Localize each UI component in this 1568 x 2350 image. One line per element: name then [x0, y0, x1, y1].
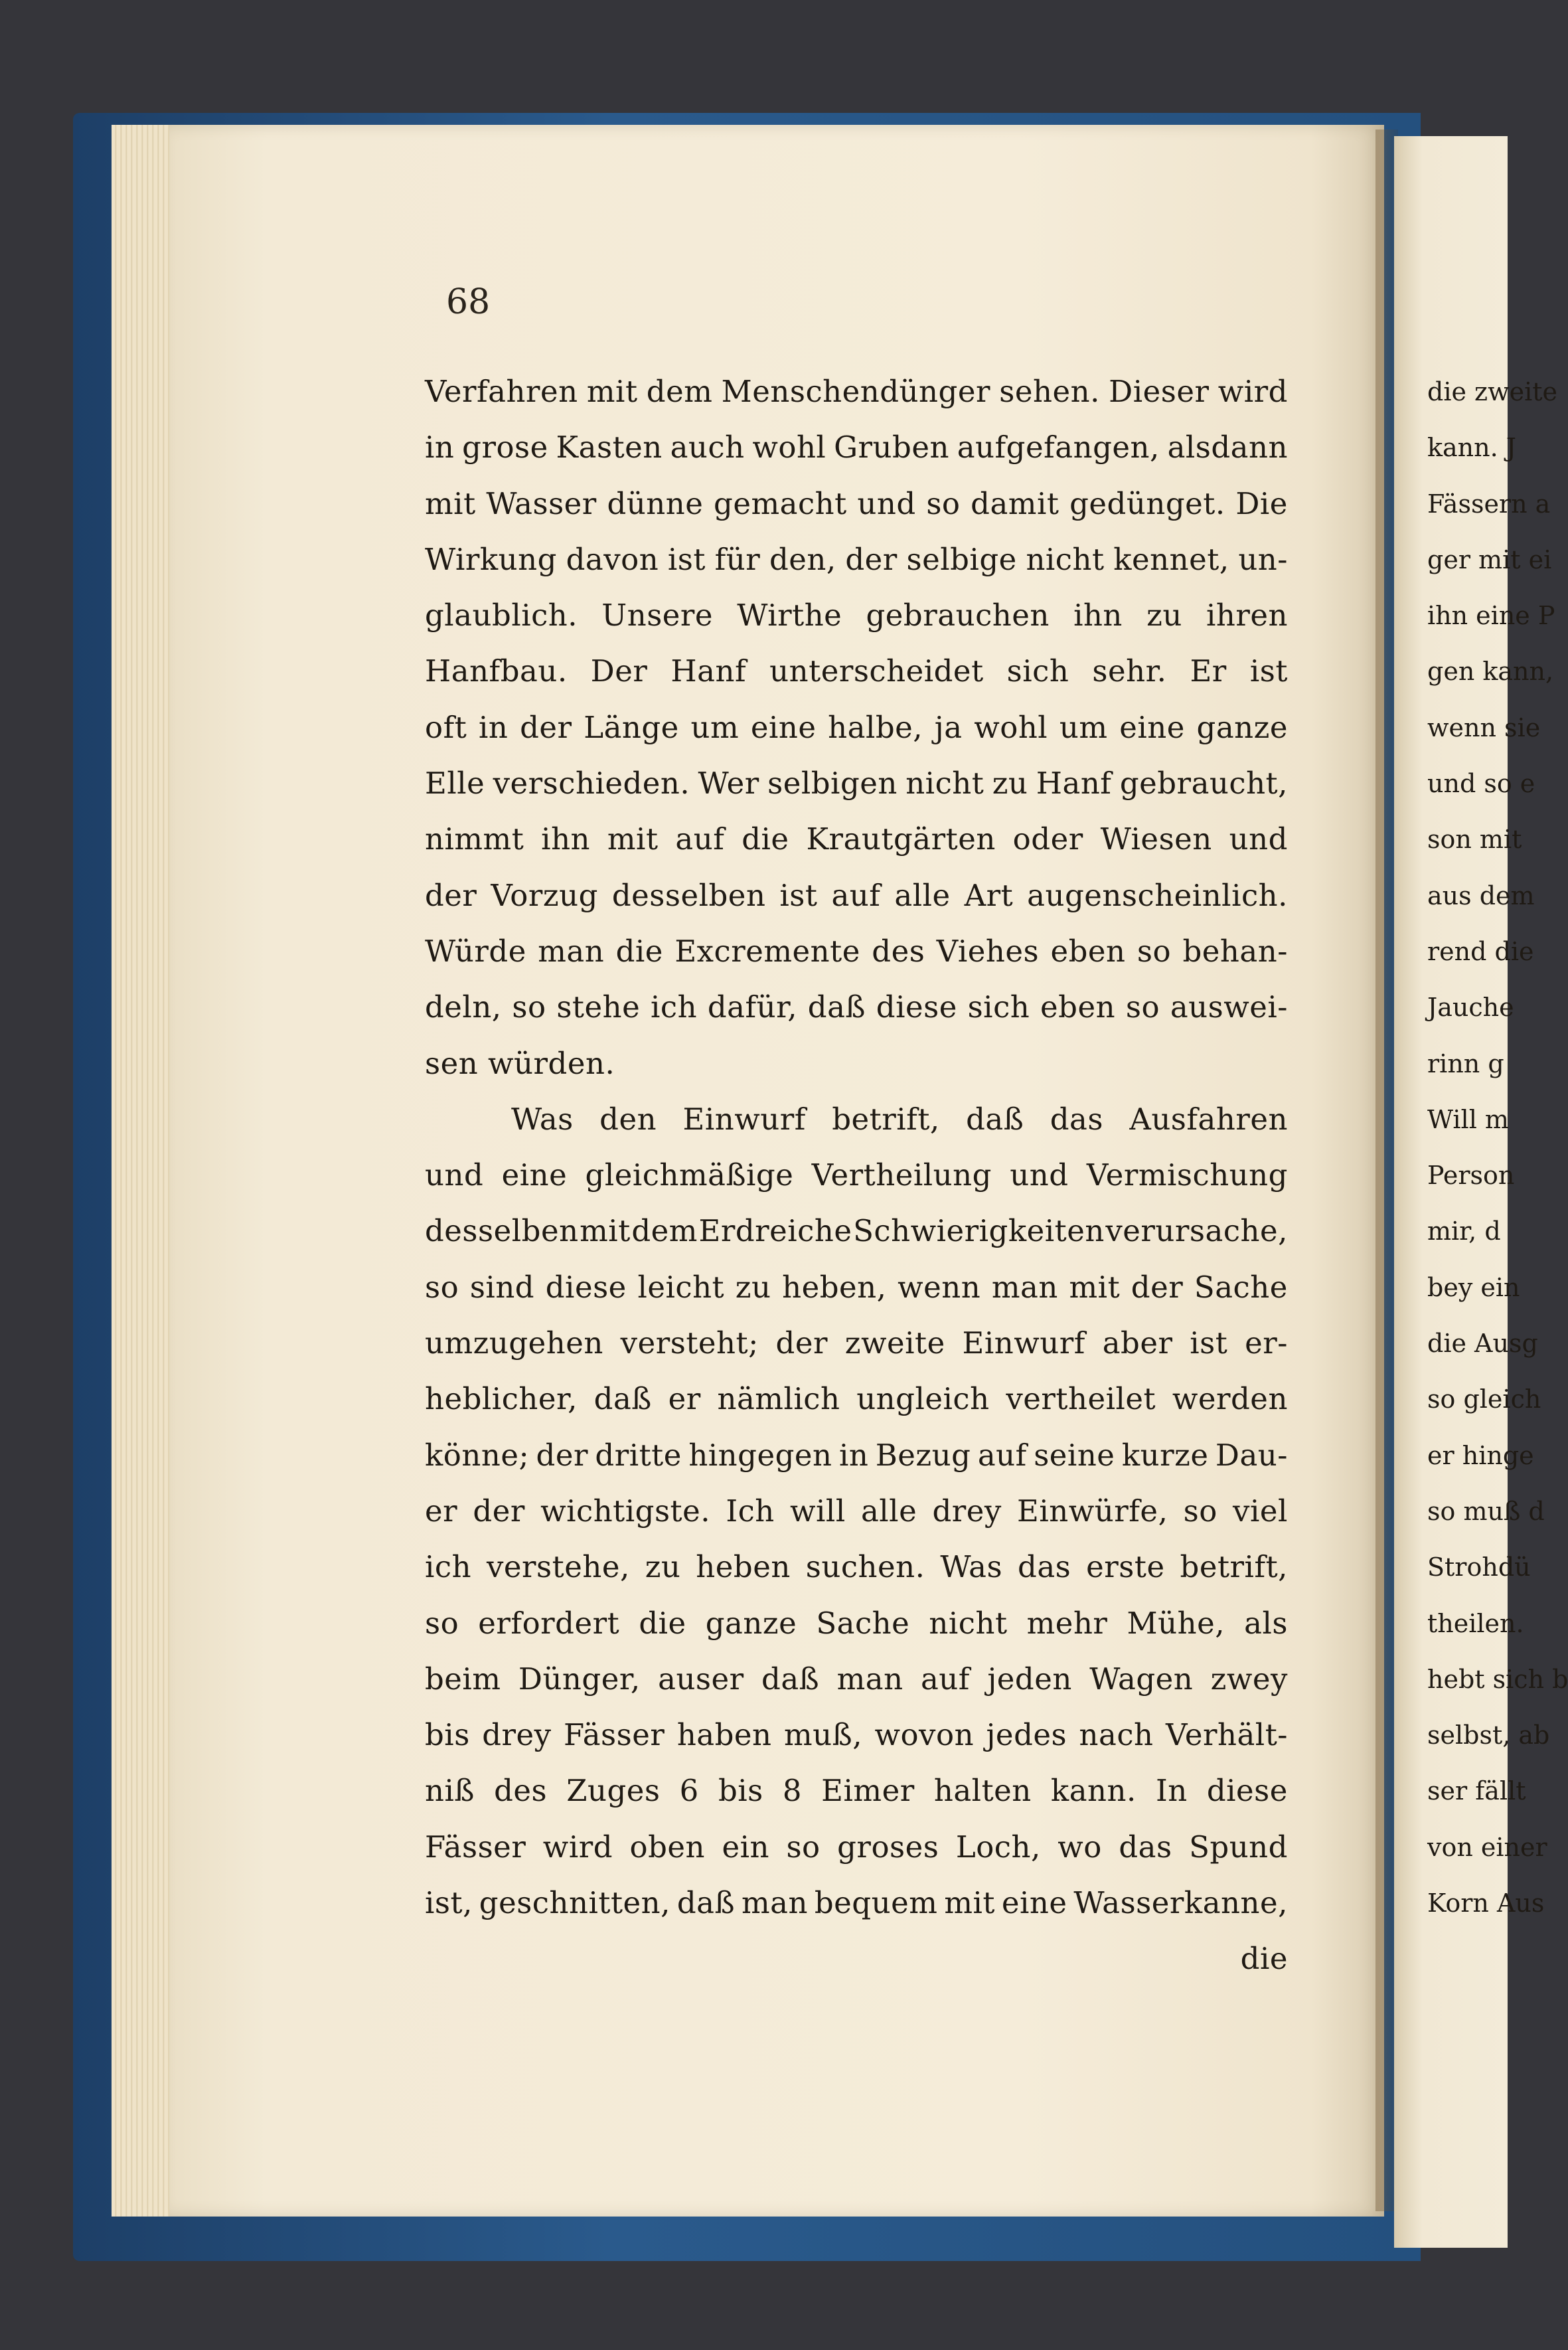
text-line: Elle verschieden. Wer selbigen nicht zu Hanf gebraucht,	[425, 766, 1288, 801]
catchword: die	[1240, 1941, 1288, 1977]
right-text-line: gen kann,	[1427, 657, 1554, 687]
right-text-line: Korn Aus	[1427, 1888, 1545, 1918]
right-text-line: von einer	[1427, 1832, 1547, 1862]
text-line: Was den Einwurf betrift, daß das Ausfahren	[511, 1101, 1288, 1137]
text-line: so sind diese leicht zu heben, wenn man mit der Sache	[425, 1269, 1288, 1305]
right-text-line: mir, d	[1427, 1217, 1501, 1246]
text-line: Verfahren mit dem Menschendünger sehen. Dieser wird	[425, 374, 1288, 409]
right-text-line: bey ein	[1427, 1272, 1520, 1302]
right-text-line: wenn sie	[1427, 713, 1541, 742]
right-text-line: Fässern a	[1427, 489, 1551, 519]
text-line: so erfordert die ganze Sache nicht mehr Mühe, als	[425, 1605, 1288, 1641]
body-text	[425, 364, 1288, 1987]
text-line: Hanfbau. Der Hanf unterscheidet sich sehr. Er ist	[425, 653, 1288, 689]
right-text-line: ser fällt	[1427, 1776, 1526, 1806]
right-text-line: Person	[1427, 1161, 1515, 1191]
right-text-line: kann. J	[1427, 433, 1517, 463]
text-line: Wirkung davon ist für den, der selbige nicht kennet, un-	[425, 541, 1288, 577]
text-line: er der wichtigste. Ich will alle drey Einwürfe, so viel	[425, 1493, 1288, 1529]
text-line: ich verstehe, zu heben suchen. Was das erste betrift,	[425, 1549, 1288, 1585]
right-text-line: so muß d	[1427, 1496, 1545, 1526]
right-text-line: son mit	[1427, 825, 1522, 855]
right-text-line: aus dem	[1427, 881, 1535, 910]
right-text-line: Jauche	[1427, 993, 1514, 1023]
page-number: 68	[446, 282, 491, 322]
right-text-line: ihn eine P	[1427, 601, 1555, 631]
text-line: ist, geschnitten, daß man bequem mit eine Wasserkanne,	[425, 1885, 1288, 1921]
right-text-line: hebt sich b	[1427, 1664, 1568, 1694]
right-text-line: so gleich	[1427, 1385, 1541, 1414]
right-text-line: die Ausg	[1427, 1329, 1538, 1359]
text-line: niß des Zuges 6 bis 8 Eimer halten kann. In diese	[425, 1773, 1288, 1809]
right-text-line: und so e	[1427, 769, 1535, 799]
right-text-line: die zweite	[1427, 377, 1557, 406]
text-line: oft in der Länge um eine halbe, ja wohl um eine ganze	[425, 709, 1288, 745]
right-text-line: er hinge	[1427, 1440, 1534, 1470]
text-line: der Vorzug desselben ist auf alle Art augenscheinlich.	[425, 877, 1288, 913]
text-line: desselben mit dem Erdreiche Schwierigkeiten verursache,	[425, 1213, 1288, 1249]
text-line: Fässer wird oben ein so groses Loch, wo das Spund	[425, 1829, 1288, 1865]
text-line: könne; der dritte hingegen in Bezug auf seine kurze Dau-	[425, 1437, 1288, 1473]
text-line: umzugehen versteht; der zweite Einwurf aber ist er-	[425, 1325, 1288, 1361]
right-text-line: Will m	[1427, 1104, 1509, 1134]
text-line: in grose Kasten auch wohl Gruben aufgefangen, alsdann	[425, 430, 1288, 465]
text-line: bis drey Fässer haben muß, wovon jedes nach Verhält-	[425, 1717, 1288, 1753]
right-text-line: ger mit ei	[1427, 545, 1552, 574]
right-text-line: Strohdü	[1427, 1553, 1531, 1582]
right-text-line: rend die	[1427, 936, 1534, 966]
right-text-line: theilen.	[1427, 1608, 1524, 1638]
text-line: deln, so stehe ich dafür, daß diese sich eben so auswei-	[425, 989, 1288, 1025]
text-line: Würde man die Excremente des Viehes eben so behan-	[425, 933, 1288, 969]
right-page-text	[1427, 364, 1568, 1931]
text-line: heblicher, daß er nämlich ungleich vertheilet werden	[425, 1381, 1288, 1417]
text-line: und eine gleichmäßige Vertheilung und Vermischung	[425, 1157, 1288, 1193]
text-line: nimmt ihn mit auf die Krautgärten oder Wiesen und	[425, 821, 1288, 857]
right-text-line: selbst, ab	[1427, 1721, 1550, 1750]
text-line: glaublich. Unsere Wirthe gebrauchen ihn zu ihren	[425, 598, 1288, 633]
text-line: mit Wasser dünne gemacht und so damit gedünget. Die	[425, 485, 1288, 521]
text-line: beim Dünger, auser daß man auf jeden Wagen zwey	[425, 1661, 1288, 1697]
text-line: sen würden.	[425, 1045, 615, 1081]
right-text-line: rinn g	[1427, 1049, 1504, 1078]
